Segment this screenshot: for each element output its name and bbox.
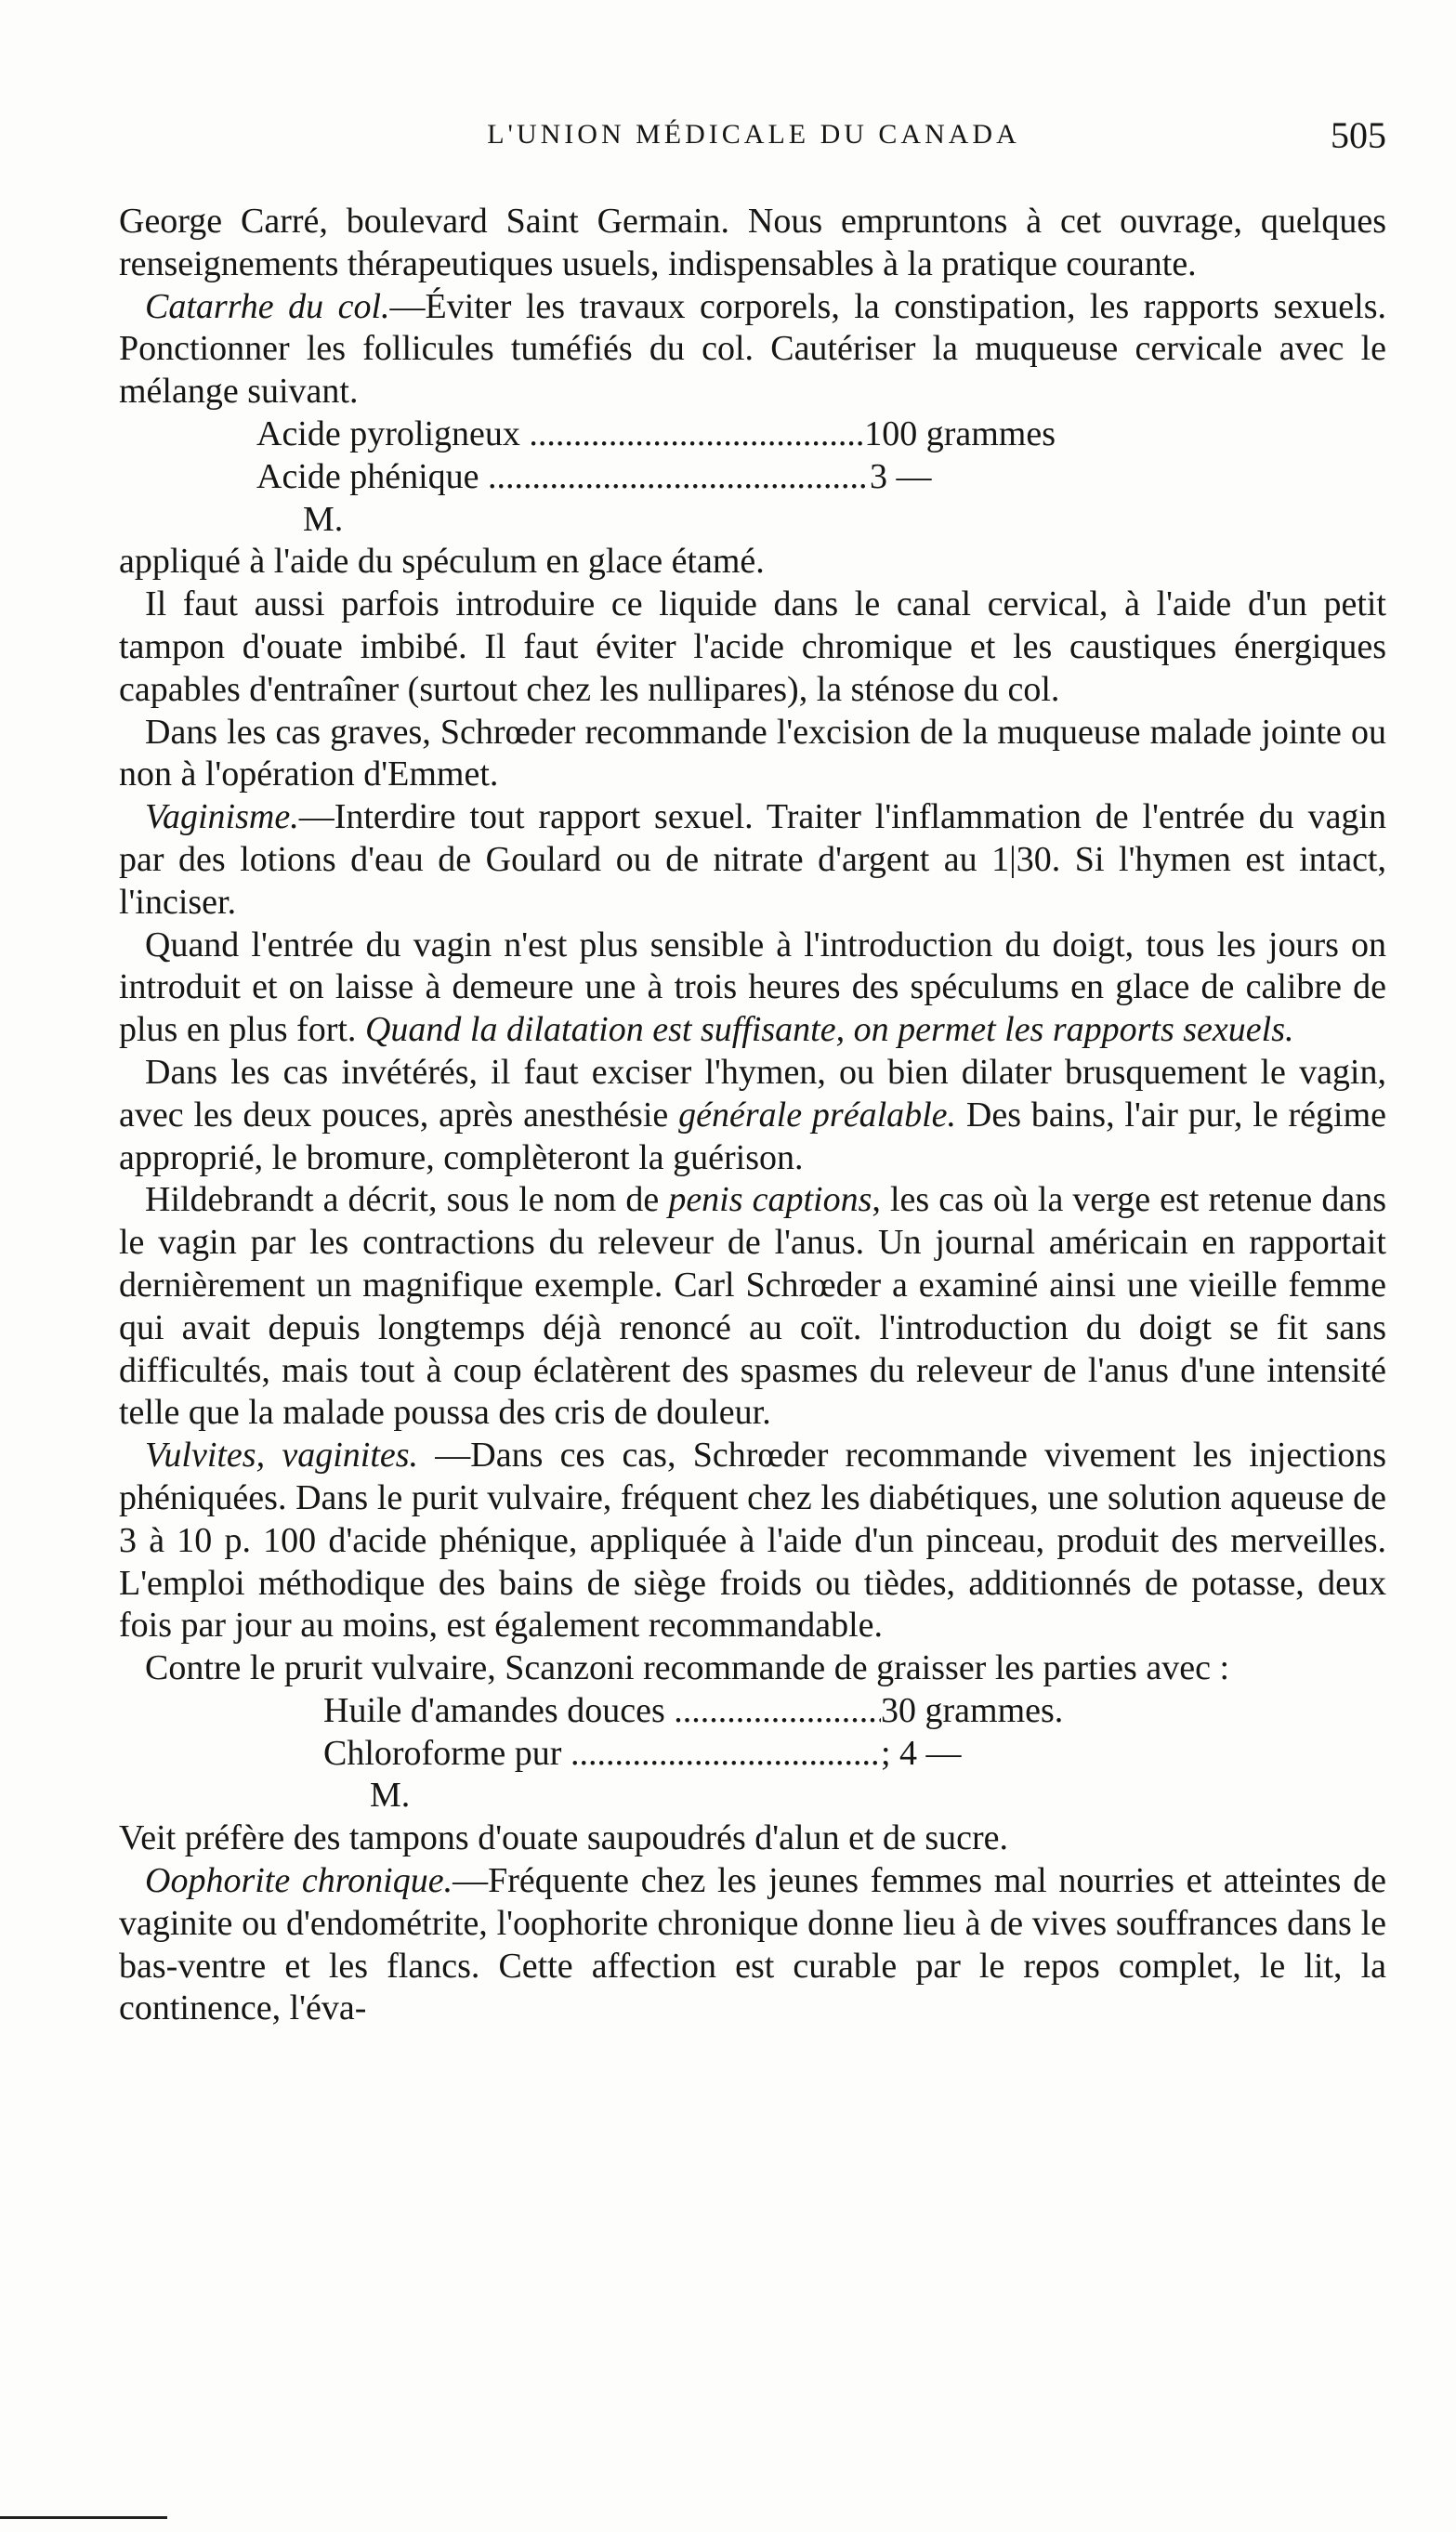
paragraph-oophorite-text: —Fréquente chez les jeunes femmes mal nourries et atteintes de vaginite ou d'endométrite, l'oophorite chronique donne lieu à de vives souffrances dans le bas-ventre et les flancs. Cette affection est curable par le repos complet, le lit, la continence, l'éva-	[119, 1861, 1386, 2028]
paragraph-catarrhe	[119, 286, 1386, 413]
paragraph-entree-vagin-text: Quand l'entrée du vagin n'est plus sensible à l'introduction du doigt, tous les jours on introduit et on laisse à demeure une à trois heures des spéculums en glace de calibre de plus en plus fort.	[119, 925, 1386, 1050]
paragraph-oophorite	[119, 1860, 1386, 2030]
prescription-row	[323, 1733, 1122, 1776]
ingredient-name: Huile d'amandes douces .....	[323, 1690, 881, 1733]
page-header	[121, 114, 1386, 175]
ingredient-quantity: 100 grammes	[864, 413, 1056, 453]
page-number: 505	[1331, 114, 1386, 156]
paragraph-schroeder: Dans les cas graves, Schrœder recommande l'excision de la muqueuse malade jointe ou non à l'opération d'Emmet.	[119, 712, 1386, 794]
prescription-2	[323, 1690, 1386, 1817]
paragraph-hildebrandt-end: , les cas où la verge est retenue dans le vagin par les contractions du releveur de l'anus. Un journal américain en rapportait dernièrement un magnifique exemple. Carl Schrœder a examiné ainsi une vieille femme qui avait depuis longtemps déjà renoncé au coït. l'introduction du doigt se fit sans difficultés, mais tout à coup éclatèrent des spasmes du releveur de l'anus d'une intensité telle que la malade poussa des cris de douleur.	[119, 1180, 1386, 1433]
paragraph-applique: appliqué à l'aide du spéculum en glace étamé.	[119, 542, 765, 582]
section-title-vulvites: Vulvites, vaginites.	[145, 1436, 419, 1476]
paragraph-cas-inveteres-emphasis: générale préalable.	[678, 1095, 957, 1135]
running-title: L'UNION MÉDICALE DU CANADA	[487, 119, 1020, 150]
prescription-signature: M.	[303, 499, 344, 539]
paragraph-cas-inveteres-end: Des bains, l'air pur, le régime approprié, le bromure, complèteront la guérison.	[119, 1095, 1386, 1177]
prescription-signature: M.	[370, 1776, 411, 1816]
paragraph-hildebrandt	[119, 1179, 1386, 1435]
prescription-row	[323, 1690, 1122, 1733]
paragraph-intro: George Carré, boulevard Saint Germain. Nous empruntons à cet ouvrage, quelques renseignements thérapeutiques usuels, indispensables à la pratique courante.	[119, 202, 1386, 283]
ingredient-quantity: 30 grammes.	[881, 1690, 1064, 1730]
section-title-vaginisme: Vaginisme.	[145, 797, 299, 837]
paragraph-scanzoni: Contre le prurit vulvaire, Scanzoni recommande de graisser les parties avec :	[145, 1648, 1229, 1688]
paragraph-vaginisme	[119, 796, 1386, 924]
ingredient-quantity: ; 4 —	[881, 1733, 962, 1773]
paragraph-vulvites-text: —Dans ces cas, Schrœder recommande vivement les injections phéniquées. Dans le purit vulvaire, fréquent chez les diabétiques, une solution aqueuse de 3 à 10 p. 100 d'acide phénique, appliquée à l'aide d'un pinceau, produit des merveilles. L'emploi méthodique des bains de siège froids ou tièdes, additionnés de potasse, deux fois par jour au moins, est également recommandable.	[119, 1436, 1387, 1646]
paragraph-hildebrandt-term: penis captions	[668, 1180, 872, 1220]
paragraph-veit: Veit préfère des tampons d'ouate saupoudrés d'alun et de sucre.	[119, 1818, 1009, 1858]
paragraph-entree-vagin	[119, 925, 1386, 1052]
footer-rule	[0, 2516, 167, 2519]
paragraph-vulvites	[119, 1435, 1386, 1647]
paragraph-catarrhe-text: —Éviter les travaux corporels, la constipation, les rapports sexuels. Ponctionner les follicules tuméfiés du col. Cautériser la muqueuse cervicale avec le mélange suivant.	[119, 286, 1386, 412]
prescription-1	[256, 413, 1386, 541]
section-title-catarrhe: Catarrhe du col.	[145, 286, 390, 326]
ingredient-name: Chloroforme pur .....	[323, 1733, 881, 1776]
prescription-row	[256, 456, 1056, 499]
section-title-oophorite: Oophorite chronique.	[145, 1861, 453, 1901]
ingredient-name: Acide phénique .....	[256, 456, 870, 499]
paragraph-vaginisme-text: —Interdire tout rapport sexuel. Traiter l'inflammation de l'entrée du vagin par des lotions d'eau de Goulard ou de nitrate d'argent au 1|30. Si l'hymen est intact, l'inciser.	[119, 797, 1386, 922]
paragraph-entree-vagin-emphasis: Quand la dilatation est suffisante, on permet les rapports sexuels.	[356, 1010, 1294, 1050]
body-text	[119, 201, 1386, 2030]
ingredient-name: Acide pyroligneux .....	[256, 413, 864, 456]
paragraph-cas-inveteres-text: Dans les cas invétérés, il faut exciser l'hymen, ou bien dilater brusquement le vagin, avec les deux pouces, après anesthésie	[119, 1052, 1386, 1135]
paragraph-canal-cervical: Il faut aussi parfois introduire ce liquide dans le canal cervical, à l'aide d'un petit tampon d'ouate imbibé. Il faut éviter l'acide chromique et les caustiques énergiques capables d'entraîner (surtout chez les nullipares), la sténose du col.	[119, 584, 1386, 709]
paragraph-hildebrandt-text: Hildebrandt a décrit, sous le nom de	[145, 1180, 669, 1220]
prescription-row	[256, 413, 1056, 456]
ingredient-quantity: 3 —	[870, 456, 932, 496]
paragraph-cas-inveteres	[119, 1052, 1386, 1179]
